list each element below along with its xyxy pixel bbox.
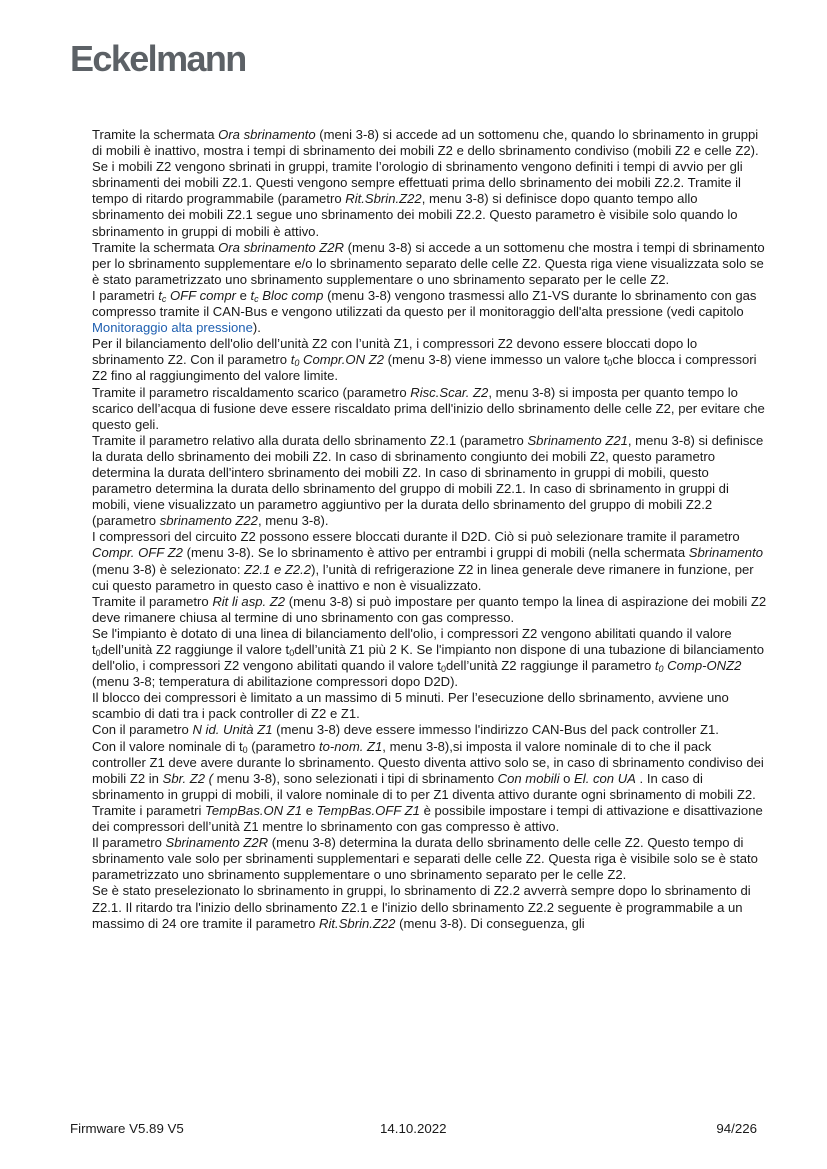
text-segment: Per il bilanciamento dell'olio dell’unità Z2 con l’unità Z1, i compressori Z2 devono essere bloccati dopo lo sbrinamento Z2. Con il parametro (92, 336, 698, 368)
text-segment: Risc.Scar. Z2 (410, 384, 489, 400)
text-segment: che blocca i compressori Z2 fino al raggiungimento del valore limite. (92, 352, 757, 384)
text-segment: t (290, 352, 295, 368)
text-segment: e (235, 287, 251, 303)
body-paragraph (92, 883, 768, 931)
document-body (92, 127, 768, 932)
text-segment: Il parametro (92, 835, 166, 851)
text-segment: t (250, 287, 255, 303)
text-segment: (menu 3-8; temperatura di abilitazione compressori dopo D2D). (92, 674, 459, 690)
body-paragraph (92, 626, 768, 690)
footer-firmware: Firmware V5.89 V5 (70, 1121, 184, 1136)
text-segment: (menu 3-8) deve essere immesso l'indirizzo CAN-Bus del pack controller Z1. (272, 722, 719, 738)
text-segment: Se l'impianto è dotato di una linea di bilanciamento dell'olio, i compressori Z2 vengono abilitati quando il valore t (92, 625, 732, 657)
text-segment: Z2.1 e Z2.2 (244, 561, 312, 577)
text-segment: (menu 3-8). Di conseguenza, gli (395, 915, 585, 931)
text-segment: Ora sbrinamento Z2R (218, 239, 345, 255)
text-segment: (parametro (247, 738, 319, 754)
body-paragraph (92, 722, 768, 738)
text-segment: , menu 3-8) si definisce dopo quanto tempo allo sbrinamento dei mobili Z2.1 segue uno sbrinamento dei mobili Z2.2. Questo parametro è visibile solo quando lo sbrinamento in gruppi di mobili è attivo. (92, 191, 738, 239)
text-segment: t (654, 658, 659, 674)
body-paragraph (92, 835, 768, 883)
text-segment: (meni 3-8) si accede ad un sottomenu che, quando lo sbrinamento in gruppi di mobili è inattivo, mostra i tempi di sbrinamento dei mobili Z2 e dello sbrinamento condiviso (mobili Z2 e celle Z2). (92, 127, 759, 159)
text-segment: dell’unità Z2 raggiunge il valore t (100, 642, 290, 657)
text-segment: è possibile impostare i tempi di attivazione e disattivazione dei compressori dell’unità Z1 mentre lo sbrinamento con gas compresso è attivo. (92, 802, 763, 835)
footer-page-number: 94/226 (716, 1121, 757, 1136)
text-segment: o (559, 770, 575, 786)
text-segment: 0 (242, 744, 248, 755)
text-segment: , menu 3-8) si definisce la durata dello sbrinamento dei mobili Z2. In caso di sbrinamento congiunto dei mobili Z2, questo parametro determina la durata dell'intero sbrinamento dei mobili Z2. In caso di sbrinamento in gruppi di mobili, questo parametro determina la durata dello sbrinamento del gruppo di mobili Z2.1. In caso di sbrinamento in gruppi di mobili, viene visualizzato un parametro aggiuntivo per la durata dello sbrinamento del gruppo di mobili Z2.2 (parametro (92, 432, 764, 529)
text-segment: (menu 3-8) vengono trasmessi allo Z1-VS durante lo sbrinamento con gas compresso tramite il CAN-Bus e vengono utilizzati da questo per il monitoraggio dell'alta pressione (vedi capitolo (92, 287, 757, 320)
text-segment: , menu 3-8),si imposta il valore nominale di to che il pack controller Z1 deve avere durante lo sbrinamento. Questo diventa attivo solo se, in caso di sbrinamento condiviso dei mobili Z2 in (92, 738, 764, 786)
text-segment: . In caso di sbrinamento in gruppi di mobili, il valore nominale di to per Z1 diventa attivo durante ogni sbrinamento di mobili Z2. (92, 770, 756, 802)
text-segment: (menu 3-8) determina la durata dello sbrinamento delle celle Z2. Questo tempo di sbrinamento vale solo per sbrinamenti supplementari e separati delle celle Z2. Questa riga è visibile solo se è stato parametrizzato uno sbrinamento supplementare o uno sbrinamento separato per le celle Z2. (92, 835, 758, 883)
body-paragraph (92, 739, 768, 803)
text-segment: (menu 3-8) viene immesso un valore t (383, 352, 608, 368)
text-segment: Sbrinamento Z2R (165, 835, 269, 851)
body-paragraph (92, 594, 768, 626)
text-segment: (menu 3-8) è selezionato: (92, 561, 245, 577)
text-segment: TempBas.OFF Z1 (316, 802, 420, 818)
text-segment: Se è stato preselezionato lo sbrinamento in gruppi, lo sbrinamento di Z2.2 avverrà sempre dopo lo sbrinamento di Z2.1. Il ritardo tra l'inizio dello sbrinamento Z2.1 e l'inizio dello sbrinamento Z2.2 seguente è programmabile a un massimo di 24 ore tramite il parametro (92, 883, 751, 931)
text-segment: , menu 3-8). (257, 513, 329, 529)
text-segment: (menu 3-8) si accede a un sottomenu che mostra i tempi di sbrinamento per lo sbrinamento supplementare e/o lo sbrinamento separato delle celle Z2. Questa riga viene visualizzata solo se è stato parametrizzato uno sbrinamento supplementare o uno sbrinamento separato per le celle Z2. (92, 239, 765, 287)
text-segment: Compr. OFF Z2 (92, 545, 183, 561)
body-paragraph (92, 803, 768, 835)
text-segment: Sbrinamento (688, 545, 764, 561)
text-segment: Rit li asp. Z2 (212, 593, 286, 609)
text-segment: Tramite la schermata (92, 239, 219, 255)
text-segment: c (254, 293, 259, 304)
text-segment: (menu 3-8) si può impostare per quanto tempo la linea di aspirazione dei mobili Z2 deve rimanere chiusa al termine di uno sbrinamento con gas compresso. (92, 593, 767, 625)
text-segment: Rit.Sbrin.Z22 (345, 191, 422, 207)
text-segment: Comp-ONZ2 (663, 658, 742, 674)
text-segment: N id. Unità Z1 (192, 722, 273, 738)
body-paragraph (92, 240, 768, 288)
text-segment: Con il valore nominale di t (92, 738, 243, 754)
company-logo: Eckelmann (70, 38, 246, 79)
body-paragraph (92, 127, 768, 159)
text-segment: Tramite il parametro riscaldamento scarico (parametro (92, 384, 411, 400)
text-segment: Con mobili (497, 770, 560, 786)
text-segment: Tramite il parametro relativo alla durata dello sbrinamento Z2.1 (parametro (92, 432, 528, 448)
text-segment: (menu 3-8). Se lo sbrinamento è attivo per entrambi i gruppi di mobili (nella schermata (182, 545, 689, 561)
text-segment: Tramite i parametri (92, 802, 206, 818)
text-segment: e (302, 802, 317, 818)
text-segment: Con il parametro (92, 722, 193, 738)
text-segment: dell’unità Z1 più 2 K. Se l'impianto non dispone di una tubazione di bilanciamento dell'olio, i compressori Z2 vengono abilitati quando il valore t (92, 642, 765, 674)
text-segment: Sbrinamento Z21 (527, 432, 628, 448)
text-segment: Tramite il parametro (92, 593, 213, 609)
chapter-link[interactable]: Monitoraggio alta pressione (92, 320, 253, 336)
body-paragraph (92, 288, 768, 336)
text-segment: OFF compr (166, 287, 236, 303)
text-segment: 0 (440, 664, 446, 675)
body-paragraph (92, 690, 768, 722)
text-segment: to-nom. Z1 (318, 738, 383, 754)
body-paragraph (92, 529, 768, 593)
text-segment: I parametri (92, 287, 159, 303)
text-segment: Sbr. Z2 ( (162, 770, 214, 786)
text-segment: ), l’unità di refrigerazione Z2 in linea generale deve rimanere in funzione, per cui questo parametro in questo caso è inattivo e non è visualizzato. (92, 561, 754, 593)
footer-date: 14.10.2022 (380, 1121, 447, 1136)
text-segment: Bloc comp (258, 287, 324, 303)
text-segment: 0 (95, 648, 101, 658)
body-paragraph (92, 336, 768, 384)
text-segment: ). (252, 320, 261, 336)
text-segment: 0 (289, 648, 295, 658)
text-segment: 0 (607, 358, 613, 369)
text-segment: 0 (294, 358, 300, 369)
text-segment: menu 3-8), sono selezionati i tipi di sbrinamento (213, 770, 498, 786)
text-segment: Se i mobili Z2 vengono sbrinati in gruppi, tramite l’orologio di sbrinamento vengono definiti i tempi di avvio per gli sbrinamenti dei mobili Z2.1. Questi vengono sempre effettuati prima dello sbrinamento dei mobili Z2.2. Tramite il tempo di ritardo programmabile (parametro (92, 159, 743, 207)
text-segment: t (158, 287, 162, 303)
text-segment: c (161, 293, 167, 304)
text-segment: Tramite la schermata (92, 127, 219, 142)
text-segment: TempBas.ON Z1 (205, 802, 303, 818)
text-segment: , menu 3-8) si imposta per quanto tempo lo scarico dell’acqua di fusione deve essere riscaldato prima dell'inizio dello sbrinamento delle celle Z2, per evitare che questo geli. (92, 384, 765, 432)
text-segment: 0 (658, 664, 664, 675)
text-segment: dell’unità Z2 raggiunge il parametro (445, 658, 655, 674)
body-paragraph (92, 159, 768, 239)
text-segment: sbrinamento Z22 (159, 513, 258, 529)
body-paragraph (92, 385, 768, 433)
text-segment: Compr.ON Z2 (299, 352, 384, 368)
text-segment: Rit.Sbrin.Z22 (319, 915, 396, 931)
body-paragraph (92, 433, 768, 530)
text-segment: El. con UA (574, 770, 636, 786)
text-segment: Ora sbrinamento (218, 127, 316, 142)
text-segment: Il blocco dei compressori è limitato a un massimo di 5 minuti. Per l’esecuzione dello sbrinamento, avviene uno scambio di dati tra i pack controller di Z2 e Z1. (92, 690, 729, 722)
text-segment: I compressori del circuito Z2 possono essere bloccati durante il D2D. Ciò si può selezionare tramite il parametro (92, 529, 740, 545)
